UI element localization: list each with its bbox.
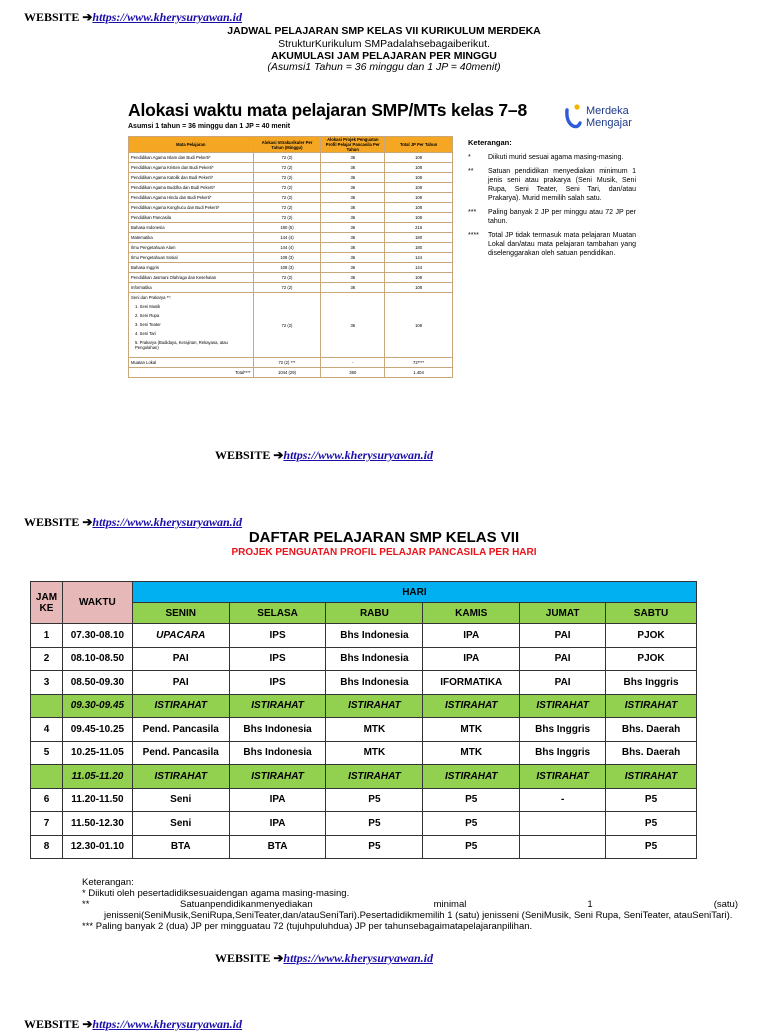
subject-cell: P5 <box>423 835 520 859</box>
keterangan-mark: * <box>468 154 471 161</box>
alokasi-cell: Pendidikan Agama Konghucu dan Budi Pekerti* <box>129 203 254 213</box>
subject-cell: Bhs Indonesia <box>229 741 326 765</box>
day-header-rabu: RABU <box>326 603 423 624</box>
subject-cell: ISTIRAHAT <box>520 765 606 789</box>
alokasi-cell: 36 <box>321 293 385 358</box>
alokasi-cell: 1044 (29) <box>253 368 321 378</box>
waktu-cell: 11.20-11.50 <box>62 788 132 812</box>
waktu-cell: 08.10-08.50 <box>62 647 132 671</box>
subject-cell: IPS <box>229 624 326 648</box>
subject-cell: P5 <box>423 788 520 812</box>
alokasi-cell: Bahasa Indonesia <box>129 223 254 233</box>
subject-cell: IPA <box>229 812 326 836</box>
waktu-cell: 12.30-01.10 <box>62 835 132 859</box>
subject-cell: Bhs Inggris <box>606 671 697 695</box>
website-label: WEBSITE <box>215 448 271 462</box>
subject-cell: IPA <box>423 647 520 671</box>
alokasi-cell: 108 <box>385 273 453 283</box>
alokasi-cell: 36 <box>321 173 385 183</box>
subject-cell: MTK <box>326 718 423 742</box>
alokasi-cell: 108 <box>385 193 453 203</box>
day-header-sabtu: SABTU <box>606 603 697 624</box>
subject-cell: P5 <box>606 788 697 812</box>
schedule-title: DAFTAR PELAJARAN SMP KELAS VII <box>248 529 520 546</box>
keterangan-mark: ** <box>468 168 474 175</box>
subject-cell: P5 <box>326 812 423 836</box>
subject-cell: ISTIRAHAT <box>132 694 229 718</box>
alokasi-row-mulok <box>129 358 453 368</box>
page-title: JADWAL PELAJARAN SMP KELAS VII KURIKULUM MERDEKA <box>227 25 541 37</box>
seni-item: 3. Seni Teater <box>135 322 161 327</box>
alokasi-row <box>129 283 453 293</box>
subject-cell: BTA <box>132 835 229 859</box>
website-line <box>24 515 242 530</box>
arrow-right-icon: ➔ <box>273 951 284 965</box>
subject-cell: ISTIRAHAT <box>423 765 520 789</box>
alokasi-cell: 36 <box>321 153 385 163</box>
logo-line2: Mengajar <box>586 117 632 129</box>
alokasi-col-header: Mata Pelajaran <box>129 137 254 153</box>
waktu-cell: 11.05-11.20 <box>62 765 132 789</box>
alokasi-cell: 216 <box>385 223 453 233</box>
note-3: *** Paling banyak 2 (dua) JP per mingguatau 72 (tujuhpuluhdua) JP per tahunsebagaimatapelajaranpilihan. <box>82 921 533 932</box>
schedule-row <box>31 835 697 859</box>
subject-cell: ISTIRAHAT <box>229 765 326 789</box>
note-2-part-d: 1 <box>587 899 593 910</box>
alokasi-row <box>129 233 453 243</box>
subject-cell: Bhs Indonesia <box>326 647 423 671</box>
subject-cell: Pend. Pancasila <box>132 718 229 742</box>
schedule-row <box>31 812 697 836</box>
alokasi-cell: Pendidikan Pancasila <box>129 213 254 223</box>
alokasi-cell: 108 <box>385 293 453 358</box>
keterangan-item <box>468 231 636 258</box>
note-2-line <box>82 899 738 910</box>
alokasi-cell: Bahasa Inggris <box>129 263 254 273</box>
website-line <box>24 10 242 25</box>
notes-title: Keterangan: <box>82 877 134 888</box>
alokasi-image <box>128 100 648 390</box>
alokasi-row <box>129 263 453 273</box>
alokasi-cell: Ilmu Pengetahuan Sosial <box>129 253 254 263</box>
alokasi-cell: 36 <box>321 183 385 193</box>
keterangan-text: Satuan pendidikan menyediakan minimum 1 jenis seni atau prakarya (Seni Musik, Seni Rupa, Seni Teater, Seni Tari, dan/atau Prakarya). Murid memilih salah satu. <box>488 168 636 202</box>
subject-cell: PJOK <box>606 647 697 671</box>
alokasi-cell: 36 <box>321 283 385 293</box>
subject-cell: MTK <box>423 741 520 765</box>
jam-cell: 4 <box>31 718 63 742</box>
schedule-row <box>31 788 697 812</box>
waktu-cell: 07.30-08.10 <box>62 624 132 648</box>
alokasi-row <box>129 213 453 223</box>
alokasi-cell: Pendidikan Agama Kristen dan Budi Pekerti* <box>129 163 254 173</box>
website-link[interactable]: https://www.kherysuryawan.id <box>92 10 243 24</box>
subject-cell: Bhs Indonesia <box>326 671 423 695</box>
keterangan-mark: **** <box>468 232 479 239</box>
subject-cell: MTK <box>326 741 423 765</box>
alokasi-cell: 108 <box>385 163 453 173</box>
alokasi-row <box>129 203 453 213</box>
alokasi-cell: 72 (2) <box>253 273 321 283</box>
alokasi-cell: 72 (2) <box>253 293 321 358</box>
alokasi-cell: 36 <box>321 253 385 263</box>
jam-cell: 7 <box>31 812 63 836</box>
keterangan-item <box>468 208 636 226</box>
schedule-row <box>31 647 697 671</box>
alokasi-row <box>129 243 453 253</box>
subject-cell: Pend. Pancasila <box>132 741 229 765</box>
break-row <box>31 694 697 718</box>
alokasi-cell: 72 (2) *** <box>253 358 321 368</box>
website-label: WEBSITE <box>24 1017 80 1031</box>
schedule-subtitle: PROJEK PENGUATAN PROFIL PELAJAR PANCASILA PER HARI <box>231 547 537 558</box>
jam-cell: 1 <box>31 624 63 648</box>
jam-cell: 2 <box>31 647 63 671</box>
arrow-right-icon: ➔ <box>82 10 93 24</box>
subject-cell: IPA <box>229 788 326 812</box>
alokasi-cell: Total**** <box>129 368 254 378</box>
subject-cell: - <box>520 788 606 812</box>
note-2-part-b: Satuanpendidikanmenyediakan <box>180 899 313 910</box>
image-title: Alokasi waktu mata pelajaran SMP/MTs kelas 7–8 <box>128 100 527 120</box>
website-line <box>24 1017 242 1032</box>
alokasi-cell: 72 (2) <box>253 173 321 183</box>
note-2-cont: jenisseni(SeniMusik,SeniRupa,SeniTeater,dan/atauSeniTari).Pesertadidikmemilih 1 (satu) jenisseni (SeniMusik, Seni Rupa, SeniTeater, atauSeniTari). <box>104 910 733 921</box>
website-label: WEBSITE <box>24 515 80 529</box>
subject-cell: BTA <box>229 835 326 859</box>
jam-cell <box>31 694 63 718</box>
waktu-cell: 09.45-10.25 <box>62 718 132 742</box>
alokasi-row-seni <box>129 293 453 358</box>
alokasi-col-header: Total JP Per Tahun <box>385 137 453 153</box>
arrow-right-icon: ➔ <box>273 448 284 462</box>
alokasi-cell: 108 (3) <box>253 253 321 263</box>
alokasi-cell: 36 <box>321 273 385 283</box>
alokasi-cell: 72 (2) <box>253 163 321 173</box>
break-row <box>31 765 697 789</box>
subject-cell: P5 <box>606 812 697 836</box>
alokasi-cell: - <box>321 358 385 368</box>
day-header-selasa: SELASA <box>229 603 326 624</box>
schedule-table <box>30 581 697 859</box>
subject-cell: ISTIRAHAT <box>606 694 697 718</box>
waktu-cell: 11.50-12.30 <box>62 812 132 836</box>
alokasi-cell: 36 <box>321 263 385 273</box>
schedule-row <box>31 624 697 648</box>
seni-item: 5. Prakarya (Budidaya, Kerajinan, Rekayasa, atau Pengolahan) <box>135 340 228 350</box>
subject-cell <box>520 835 606 859</box>
jam-cell: 8 <box>31 835 63 859</box>
alokasi-cell: 36 <box>321 243 385 253</box>
subject-cell: PAI <box>132 671 229 695</box>
website-link[interactable]: https://www.kherysuryawan.id <box>92 1017 243 1031</box>
col-waktu-header: WAKTU <box>62 582 132 624</box>
alokasi-cell: Pendidikan Jasmani Olahraga dan Kesehatan <box>129 273 254 283</box>
alokasi-cell: 36 <box>321 163 385 173</box>
subject-cell: ISTIRAHAT <box>326 765 423 789</box>
alokasi-cell: 144 (4) <box>253 243 321 253</box>
keterangan-item <box>468 153 636 162</box>
subject-cell: ISTIRAHAT <box>423 694 520 718</box>
website-link[interactable]: https://www.kherysuryawan.id <box>92 515 243 529</box>
subject-cell <box>520 812 606 836</box>
arrow-right-icon: ➔ <box>82 1017 93 1031</box>
subject-cell: PAI <box>520 624 606 648</box>
alokasi-cell: Pendidikan Agama Islam dan Budi Pekerti* <box>129 153 254 163</box>
alokasi-cell: 180 <box>385 233 453 243</box>
schedule-row <box>31 671 697 695</box>
keterangan-text: Paling banyak 2 JP per minggu atau 72 JP per tahun. <box>488 209 636 225</box>
alokasi-cell <box>129 293 254 358</box>
alokasi-cell: 108 <box>385 173 453 183</box>
keterangan-title: Keterangan: <box>468 138 512 147</box>
alokasi-cell: Ilmu Pengetahuan Alam <box>129 243 254 253</box>
alokasi-cell: 72 (2) <box>253 213 321 223</box>
alokasi-cell: Pendidikan Agama Hindu dan Budi Pekerti* <box>129 193 254 203</box>
day-header-senin: SENIN <box>132 603 229 624</box>
alokasi-cell: 72 (2) <box>253 183 321 193</box>
subject-cell: IPS <box>229 647 326 671</box>
alokasi-cell: Matematika <box>129 233 254 243</box>
alokasi-cell: Informatika <box>129 283 254 293</box>
alokasi-cell: 72 (2) <box>253 203 321 213</box>
seni-label: Seni dan Prakarya **: <box>131 295 172 300</box>
subject-cell: IPS <box>229 671 326 695</box>
website-label: WEBSITE <box>24 10 80 24</box>
note-2-mark: ** <box>82 899 90 910</box>
subject-cell: ISTIRAHAT <box>606 765 697 789</box>
subject-cell: IPA <box>423 624 520 648</box>
alokasi-cell: 36 <box>321 233 385 243</box>
jam-cell: 6 <box>31 788 63 812</box>
alokasi-cell: 36 <box>321 193 385 203</box>
website-link[interactable]: https://www.kherysuryawan.id <box>283 448 434 462</box>
alokasi-row <box>129 183 453 193</box>
subject-cell: Bhs. Daerah <box>606 741 697 765</box>
seni-item: 4. Seni Tari <box>135 331 156 336</box>
alokasi-cell: 72 (2) <box>253 283 321 293</box>
schedule-row <box>31 718 697 742</box>
alokasi-cell: 36 <box>321 203 385 213</box>
subject-cell: Bhs Inggris <box>520 718 606 742</box>
alokasi-col-header: Alokasi Projek Penguatan Profil Pelajar Pancasila Per Tahun <box>321 137 385 153</box>
alokasi-row <box>129 253 453 263</box>
subject-cell: PAI <box>520 671 606 695</box>
alokasi-cell: 180 <box>385 243 453 253</box>
alokasi-cell: 108 <box>385 203 453 213</box>
col-hari-header: HARI <box>132 582 696 603</box>
subject-cell: PAI <box>132 647 229 671</box>
subject-cell: Bhs Indonesia <box>229 718 326 742</box>
alokasi-row-total <box>129 368 453 378</box>
keterangan-text: Total JP tidak termasuk mata pelajaran Muatan Lokal dan/atau mata pelajaran tambahan yang diselenggarakan oleh satuan pendidikan. <box>488 232 636 257</box>
alokasi-cell: 36 <box>321 213 385 223</box>
alokasi-cell: 36 <box>321 223 385 233</box>
alokasi-row <box>129 193 453 203</box>
alokasi-col-header: Alokasi Intrakurikuler Per Tahun (Minggu) <box>253 137 321 153</box>
alokasi-cell: Muatan Lokal <box>129 358 254 368</box>
day-header-kamis: KAMIS <box>423 603 520 624</box>
alokasi-cell: 360 <box>321 368 385 378</box>
merdeka-logo-icon <box>564 104 582 130</box>
header-line2: StrukturKurikulum SMPadalahsebagaiberikut. <box>278 38 490 50</box>
note-2-part-e: (satu) <box>713 899 738 910</box>
alokasi-cell: 108 <box>385 183 453 193</box>
website-label: WEBSITE <box>215 951 271 965</box>
alokasi-cell: 144 <box>385 253 453 263</box>
alokasi-cell: 180 (5) <box>253 223 321 233</box>
seni-item: 1. Seni Musik <box>135 304 161 309</box>
subject-cell: PAI <box>520 647 606 671</box>
alokasi-cell: 72 (2) <box>253 193 321 203</box>
day-header-jumat: JUMAT <box>520 603 606 624</box>
notes <box>82 877 738 932</box>
alokasi-row <box>129 173 453 183</box>
keterangan-text: Diikuti murid sesuai agama masing-masing. <box>488 154 624 161</box>
note-2-part-c: minimal <box>433 899 467 910</box>
seni-item: 2. Seni Rupa <box>135 313 160 318</box>
alokasi-cell: Pendidikan Agama Buddha dan Budi Pekerti* <box>129 183 254 193</box>
subject-cell: ISTIRAHAT <box>229 694 326 718</box>
alokasi-cell: 1.404 <box>385 368 453 378</box>
alokasi-table <box>128 136 453 378</box>
subject-cell: P5 <box>606 835 697 859</box>
schedule-row <box>31 741 697 765</box>
subject-cell: Seni <box>132 788 229 812</box>
website-link[interactable]: https://www.kherysuryawan.id <box>283 951 434 965</box>
subject-cell: Bhs Indonesia <box>326 624 423 648</box>
alokasi-cell: 108 <box>385 283 453 293</box>
jam-cell: 5 <box>31 741 63 765</box>
subject-cell: ISTIRAHAT <box>132 765 229 789</box>
note-1: * Diikuti oleh pesertadidiksesuaidengan agama masing-masing. <box>82 888 350 899</box>
jam-cell <box>31 765 63 789</box>
logo-line1: Merdeka <box>586 105 629 117</box>
alokasi-row <box>129 223 453 233</box>
waktu-cell: 08.50-09.30 <box>62 671 132 695</box>
image-subtitle: Asumsi 1 tahun = 36 minggu dan 1 JP = 40 menit <box>128 123 291 130</box>
header-line4: (Asumsi1 Tahun = 36 minggu dan 1 JP = 40menit) <box>267 61 501 73</box>
alokasi-table-header <box>129 137 453 153</box>
alokasi-cell: 72 (2) <box>253 153 321 163</box>
alokasi-row <box>129 163 453 173</box>
website-line <box>215 951 433 966</box>
subject-cell: Bhs. Daerah <box>606 718 697 742</box>
alokasi-cell: 144 <box>385 263 453 273</box>
alokasi-cell: Pendidikan Agama Katolik dan Budi Pekerti* <box>129 173 254 183</box>
header-line3: AKUMULASI JAM PELAJARAN PER MINGGU <box>271 50 497 62</box>
subject-cell: ISTIRAHAT <box>326 694 423 718</box>
subject-cell: PJOK <box>606 624 697 648</box>
alokasi-cell: 144 (4) <box>253 233 321 243</box>
subject-cell: P5 <box>423 812 520 836</box>
alokasi-cell: 108 <box>385 153 453 163</box>
subject-cell: P5 <box>326 788 423 812</box>
alokasi-cell: 72**** <box>385 358 453 368</box>
alokasi-cell: 108 <box>385 213 453 223</box>
waktu-cell: 09.30-09.45 <box>62 694 132 718</box>
alokasi-cell: 108 (3) <box>253 263 321 273</box>
jam-cell: 3 <box>31 671 63 695</box>
keterangan-item <box>468 167 636 203</box>
keterangan-mark: *** <box>468 209 477 216</box>
subject-cell: Bhs Inggris <box>520 741 606 765</box>
alokasi-row <box>129 273 453 283</box>
subject-cell: UPACARA <box>132 624 229 648</box>
arrow-right-icon: ➔ <box>82 515 93 529</box>
merdeka-mengajar-logo <box>564 104 632 130</box>
subject-cell: IFORMATIKA <box>423 671 520 695</box>
subject-cell: Seni <box>132 812 229 836</box>
waktu-cell: 10.25-11.05 <box>62 741 132 765</box>
subject-cell: MTK <box>423 718 520 742</box>
subject-cell: ISTIRAHAT <box>520 694 606 718</box>
col-jam-header: JAM KE <box>31 582 63 624</box>
keterangan-box <box>468 138 636 263</box>
subject-cell: P5 <box>326 835 423 859</box>
website-line <box>215 448 433 463</box>
alokasi-row <box>129 153 453 163</box>
